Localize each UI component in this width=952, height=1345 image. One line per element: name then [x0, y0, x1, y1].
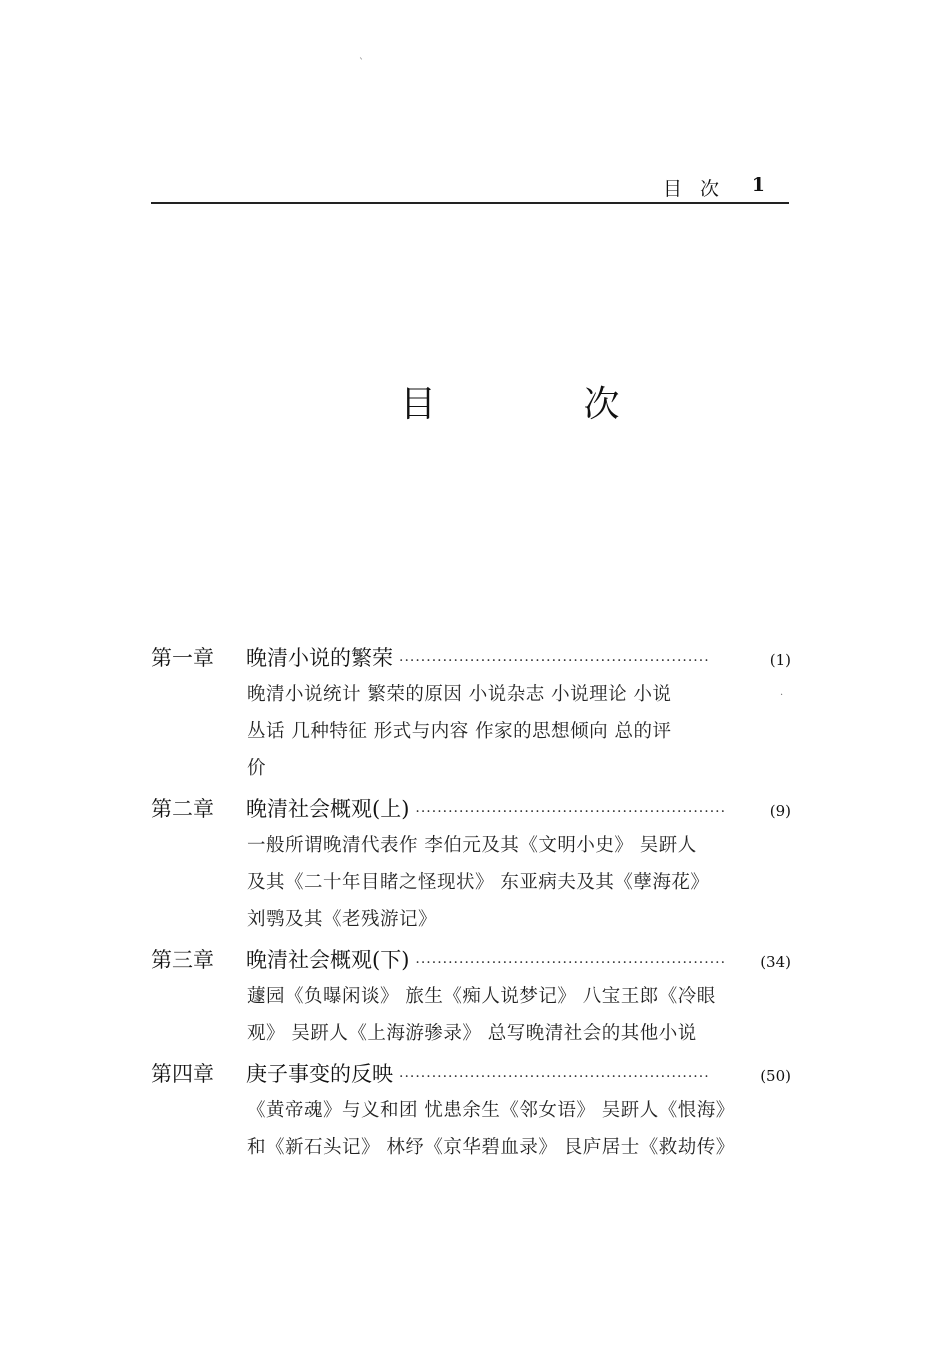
- chapter-sections: [247, 1092, 747, 1166]
- chapter-title: 晚清小说的繁荣: [246, 646, 393, 670]
- dot-leader: ·························································: [415, 955, 727, 971]
- chapter-number: 第三章: [151, 948, 214, 972]
- dot-leader: ·························································: [399, 653, 710, 669]
- section-line: 一般所谓晚清代表作 李伯元及其《文明小史》 吴趼人: [247, 835, 697, 856]
- scan-speck: `: [359, 58, 364, 69]
- scan-speck: ·: [780, 690, 784, 701]
- section-line: 和《新石头记》 林纾《京华碧血录》 艮庐居士《救劫传》: [247, 1137, 735, 1158]
- section-line: 丛话 几种特征 形式与内容 作家的思想倾向 总的评: [247, 721, 672, 742]
- section-line: 价: [247, 758, 267, 779]
- section-line: 《黄帝魂》与义和团 忧患余生《邻女语》 吴趼人《恨海》: [247, 1100, 735, 1121]
- toc-chapter-line: [151, 642, 791, 676]
- table-of-contents: [151, 642, 791, 1172]
- toc-chapter: [151, 1058, 791, 1166]
- chapter-page: (50): [760, 1067, 791, 1085]
- chapter-number: 第二章: [151, 797, 214, 821]
- toc-chapter-line: [151, 793, 791, 827]
- section-line: 观》 吴趼人《上海游骖录》 总写晚清社会的其他小说: [247, 1023, 697, 1044]
- chapter-page: (9): [769, 802, 791, 820]
- toc-chapter: [151, 793, 791, 938]
- chapter-sections: [247, 978, 747, 1052]
- chapter-title: 庚子事变的反映: [246, 1062, 393, 1086]
- page-title: 目 次: [400, 384, 688, 425]
- header-page-number: 1: [751, 174, 765, 196]
- chapter-sections: [247, 827, 747, 938]
- toc-chapter-line: [151, 1058, 791, 1092]
- toc-chapter: [151, 944, 791, 1052]
- section-line: 及其《二十年目睹之怪现状》 东亚病夫及其《孽海花》: [247, 872, 710, 893]
- chapter-page: (34): [760, 953, 791, 971]
- chapter-title: 晚清社会概观(上): [246, 797, 410, 821]
- toc-chapter: [151, 642, 791, 787]
- section-line: 蘧园《负曝闲谈》 旅生《痴人说梦记》 八宝王郎《冷眼: [247, 986, 716, 1007]
- chapter-sections: [247, 676, 747, 787]
- chapter-title: 晚清社会概观(下): [246, 948, 410, 972]
- dot-leader: ·························································: [415, 804, 727, 820]
- running-header: [151, 172, 789, 204]
- section-line: 晚清小说统计 繁荣的原因 小说杂志 小说理论 小说: [247, 684, 672, 705]
- dot-leader: ·························································: [399, 1069, 710, 1085]
- chapter-number: 第四章: [151, 1062, 214, 1086]
- chapter-number: 第一章: [151, 646, 214, 670]
- running-title: 目次: [662, 178, 737, 200]
- section-line: 刘鹗及其《老残游记》: [247, 909, 438, 930]
- chapter-page: (1): [769, 651, 791, 669]
- toc-chapter-line: [151, 944, 791, 978]
